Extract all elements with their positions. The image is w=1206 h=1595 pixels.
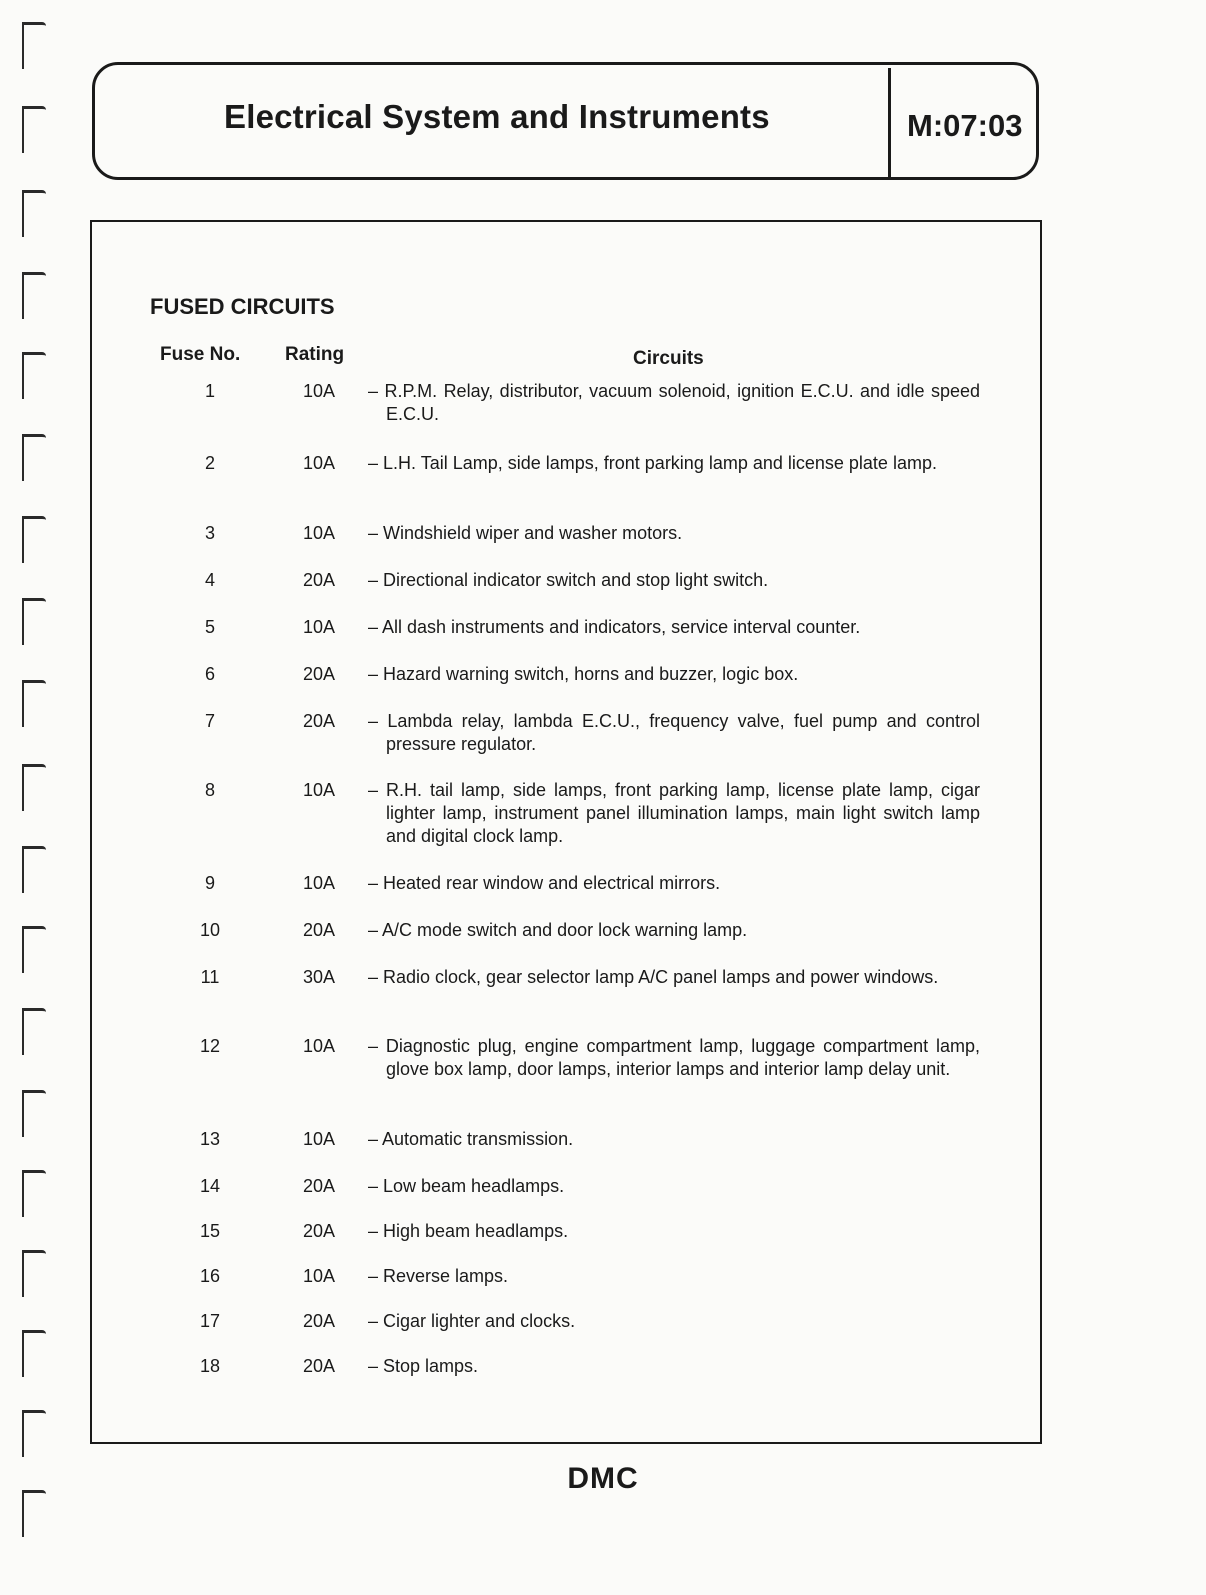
column-header-rating: Rating bbox=[285, 344, 345, 365]
fuse-circuit: – Windshield wiper and washer motors. bbox=[368, 523, 683, 543]
fuse-circuit: – L.H. Tail Lamp, side lamps, front parking lamp and license plate lamp. bbox=[368, 453, 937, 473]
fuse-rating: 10A bbox=[302, 453, 336, 473]
table-row bbox=[150, 1265, 980, 1288]
fuse-rating: 10A bbox=[302, 873, 336, 893]
fuse-number: 13 bbox=[199, 1129, 221, 1149]
table-row bbox=[150, 380, 980, 426]
binder-mark bbox=[22, 764, 46, 811]
fuse-rating: 10A bbox=[302, 523, 336, 543]
fuse-circuit: – Diagnostic plug, engine compartment lamp, luggage compartment lamp, glove box lamp, door lamps, interior lamps and interior lamp delay unit. bbox=[368, 1036, 980, 1079]
binder-mark bbox=[22, 1008, 46, 1055]
section-title: FUSED CIRCUITS bbox=[150, 294, 335, 319]
binder-mark bbox=[22, 272, 46, 319]
fuse-circuit: – All dash instruments and indicators, service interval counter. bbox=[368, 617, 861, 637]
table-row bbox=[150, 1175, 980, 1198]
fuse-number: 10 bbox=[199, 920, 221, 940]
binder-mark bbox=[22, 846, 46, 893]
binder-mark bbox=[22, 598, 46, 645]
table-row bbox=[150, 452, 980, 475]
fuse-rating: 10A bbox=[302, 617, 336, 637]
table-row bbox=[150, 1310, 980, 1333]
fuse-circuit: – Heated rear window and electrical mirrors. bbox=[368, 873, 721, 893]
column-header-fuse-no: Fuse No. bbox=[160, 344, 241, 365]
fuse-number: 6 bbox=[204, 664, 215, 684]
dmc-logo: DMC bbox=[567, 1462, 639, 1495]
binder-mark bbox=[22, 1250, 46, 1297]
fuse-rating: 10A bbox=[302, 1266, 336, 1286]
binder-mark bbox=[22, 1170, 46, 1217]
binder-mark bbox=[22, 1410, 46, 1457]
fuse-circuit: – R.H. tail lamp, side lamps, front parking lamp, license plate lamp, cigar lighter lamp, instrument panel illumination lamps, main light switch lamp and digital clock lamp. bbox=[368, 780, 980, 846]
fuse-rating: 20A bbox=[302, 711, 336, 731]
fuse-rating: 20A bbox=[302, 1221, 336, 1241]
binder-mark bbox=[22, 1330, 46, 1377]
fuse-rating: 20A bbox=[302, 920, 336, 940]
table-row bbox=[150, 522, 980, 545]
table-row bbox=[150, 1128, 980, 1151]
fuse-number: 15 bbox=[199, 1221, 221, 1241]
fuse-circuit: – Radio clock, gear selector lamp A/C panel lamps and power windows. bbox=[368, 967, 939, 987]
page-code: M:07:03 bbox=[907, 108, 1023, 143]
column-header-circuits: Circuits bbox=[633, 348, 704, 369]
fuse-number: 16 bbox=[199, 1266, 221, 1286]
fuse-number: 5 bbox=[204, 617, 215, 637]
fuse-circuit: – Low beam headlamps. bbox=[368, 1176, 565, 1196]
fuse-circuit: – Lambda relay, lambda E.C.U., frequency valve, fuel pump and control pressure regulator. bbox=[368, 711, 980, 754]
binder-mark bbox=[22, 516, 46, 563]
header-divider bbox=[888, 68, 891, 180]
fuse-circuit: – Cigar lighter and clocks. bbox=[368, 1311, 576, 1331]
fuse-number: 9 bbox=[204, 873, 215, 893]
binder-mark bbox=[22, 926, 46, 973]
fuse-rating: 30A bbox=[302, 967, 336, 987]
table-row bbox=[150, 779, 980, 848]
table-row bbox=[150, 966, 980, 989]
fuse-number: 14 bbox=[199, 1176, 221, 1196]
binder-mark bbox=[22, 106, 46, 153]
fuse-circuit: – Directional indicator switch and stop light switch. bbox=[368, 570, 769, 590]
fuse-circuit: – R.P.M. Relay, distributor, vacuum solenoid, ignition E.C.U. and idle speed E.C.U. bbox=[368, 381, 980, 424]
fuse-rating: 10A bbox=[302, 780, 336, 800]
fuse-rating: 20A bbox=[302, 570, 336, 590]
fuse-circuit: – Stop lamps. bbox=[368, 1356, 479, 1376]
table-row bbox=[150, 1355, 980, 1378]
fuse-number: 7 bbox=[204, 711, 215, 731]
table-row bbox=[150, 616, 980, 639]
binder-mark bbox=[22, 22, 46, 69]
fuse-rating: 10A bbox=[302, 1036, 336, 1056]
page-title: Electrical System and Instruments bbox=[224, 98, 770, 135]
table-row bbox=[150, 919, 980, 942]
fuse-number: 3 bbox=[204, 523, 215, 543]
fuse-number: 11 bbox=[200, 967, 220, 987]
table-row bbox=[150, 872, 980, 895]
fuse-number: 4 bbox=[204, 570, 215, 590]
fuse-circuit: – Automatic transmission. bbox=[368, 1129, 574, 1149]
fuse-circuit: – A/C mode switch and door lock warning lamp. bbox=[368, 920, 748, 940]
table-row bbox=[150, 1220, 980, 1243]
fuse-rating: 20A bbox=[302, 1356, 336, 1376]
fuse-number: 18 bbox=[199, 1356, 221, 1376]
binder-mark bbox=[22, 1490, 46, 1537]
fuse-circuit: – Reverse lamps. bbox=[368, 1266, 509, 1286]
binder-mark bbox=[22, 352, 46, 399]
binder-mark bbox=[22, 1090, 46, 1137]
fuse-number: 8 bbox=[204, 780, 215, 800]
fuse-rating: 20A bbox=[302, 664, 336, 684]
fuse-number: 2 bbox=[204, 453, 215, 473]
fuse-rating: 10A bbox=[302, 1129, 336, 1149]
fuse-number: 17 bbox=[199, 1311, 221, 1331]
table-row bbox=[150, 710, 980, 756]
binder-mark bbox=[22, 680, 46, 727]
fuse-circuit: – High beam headlamps. bbox=[368, 1221, 569, 1241]
binder-mark bbox=[22, 434, 46, 481]
fuse-rating: 20A bbox=[302, 1176, 336, 1196]
fuse-number: 12 bbox=[199, 1036, 221, 1056]
fuse-number: 1 bbox=[204, 381, 215, 401]
binder-mark bbox=[22, 190, 46, 237]
table-row bbox=[150, 569, 980, 592]
table-row bbox=[150, 663, 980, 686]
fuse-rating: 20A bbox=[302, 1311, 336, 1331]
fuse-rating: 10A bbox=[302, 381, 336, 401]
fuse-circuit: – Hazard warning switch, horns and buzzer, logic box. bbox=[368, 664, 799, 684]
table-row bbox=[150, 1035, 980, 1081]
